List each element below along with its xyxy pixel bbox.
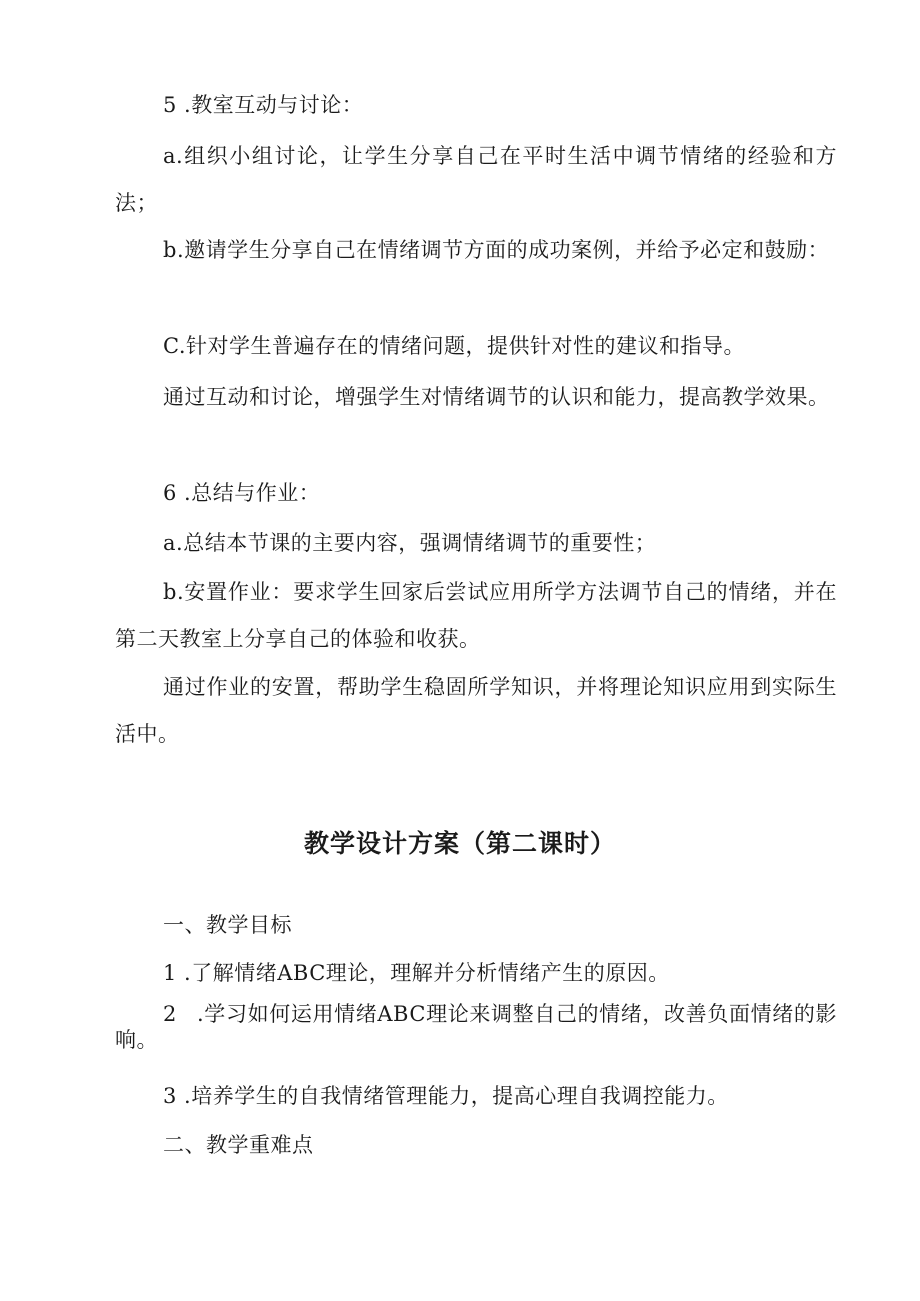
section6-summary: 通过作业的安置，帮助学生稳固所学知识，并将理论知识应用到实际生活中。 (115, 675, 837, 746)
goals-heading: 一、教学目标 (163, 913, 292, 937)
section6-heading: 6 .总结与作业： (163, 481, 321, 505)
goal-1: 1 .了解情绪ABC理论，理解并分析情绪产生的原因。 (163, 961, 670, 985)
difficulty-heading: 二、教学重难点 (163, 1133, 314, 1157)
goal-3: 3 .培养学生的自我情绪管理能力，提高心理自我调控能力。 (163, 1084, 729, 1108)
goal-2 (115, 1001, 837, 1053)
section5-item-a: a.组织小组讨论，让学生分享自己在平时生活中调节情绪的经验和方法； (115, 144, 837, 215)
lesson2-title: 教学设计方案（第二课时） (303, 829, 616, 858)
goal-2-number: 2 (163, 1002, 177, 1026)
section5-item-c: C.针对学生普遍存在的情绪问题，提供针对性的建议和指导。 (163, 334, 745, 358)
section6-item-a: a.总结本节课的主要内容，强调情绪调节的重要性； (163, 531, 657, 555)
section5-heading: 5 .教室互动与讨论： (163, 93, 364, 117)
section5-summary: 通过互动和讨论，增强学生对情绪调节的认识和能力，提高教学效果。 (163, 385, 830, 409)
goal-2-text: .学习如何运用情绪ABC理论来调整自己的情绪，改善负面情绪的影响。 (115, 1002, 837, 1052)
section6-item-b: b.安置作业：要求学生回家后尝试应用所学方法调节自己的情绪，并在第二天教室上分享自己的体验和收获。 (115, 580, 837, 651)
section5-item-b: b.邀请学生分享自己在情绪调节方面的成功案例，并给予必定和鼓励： (163, 238, 830, 262)
